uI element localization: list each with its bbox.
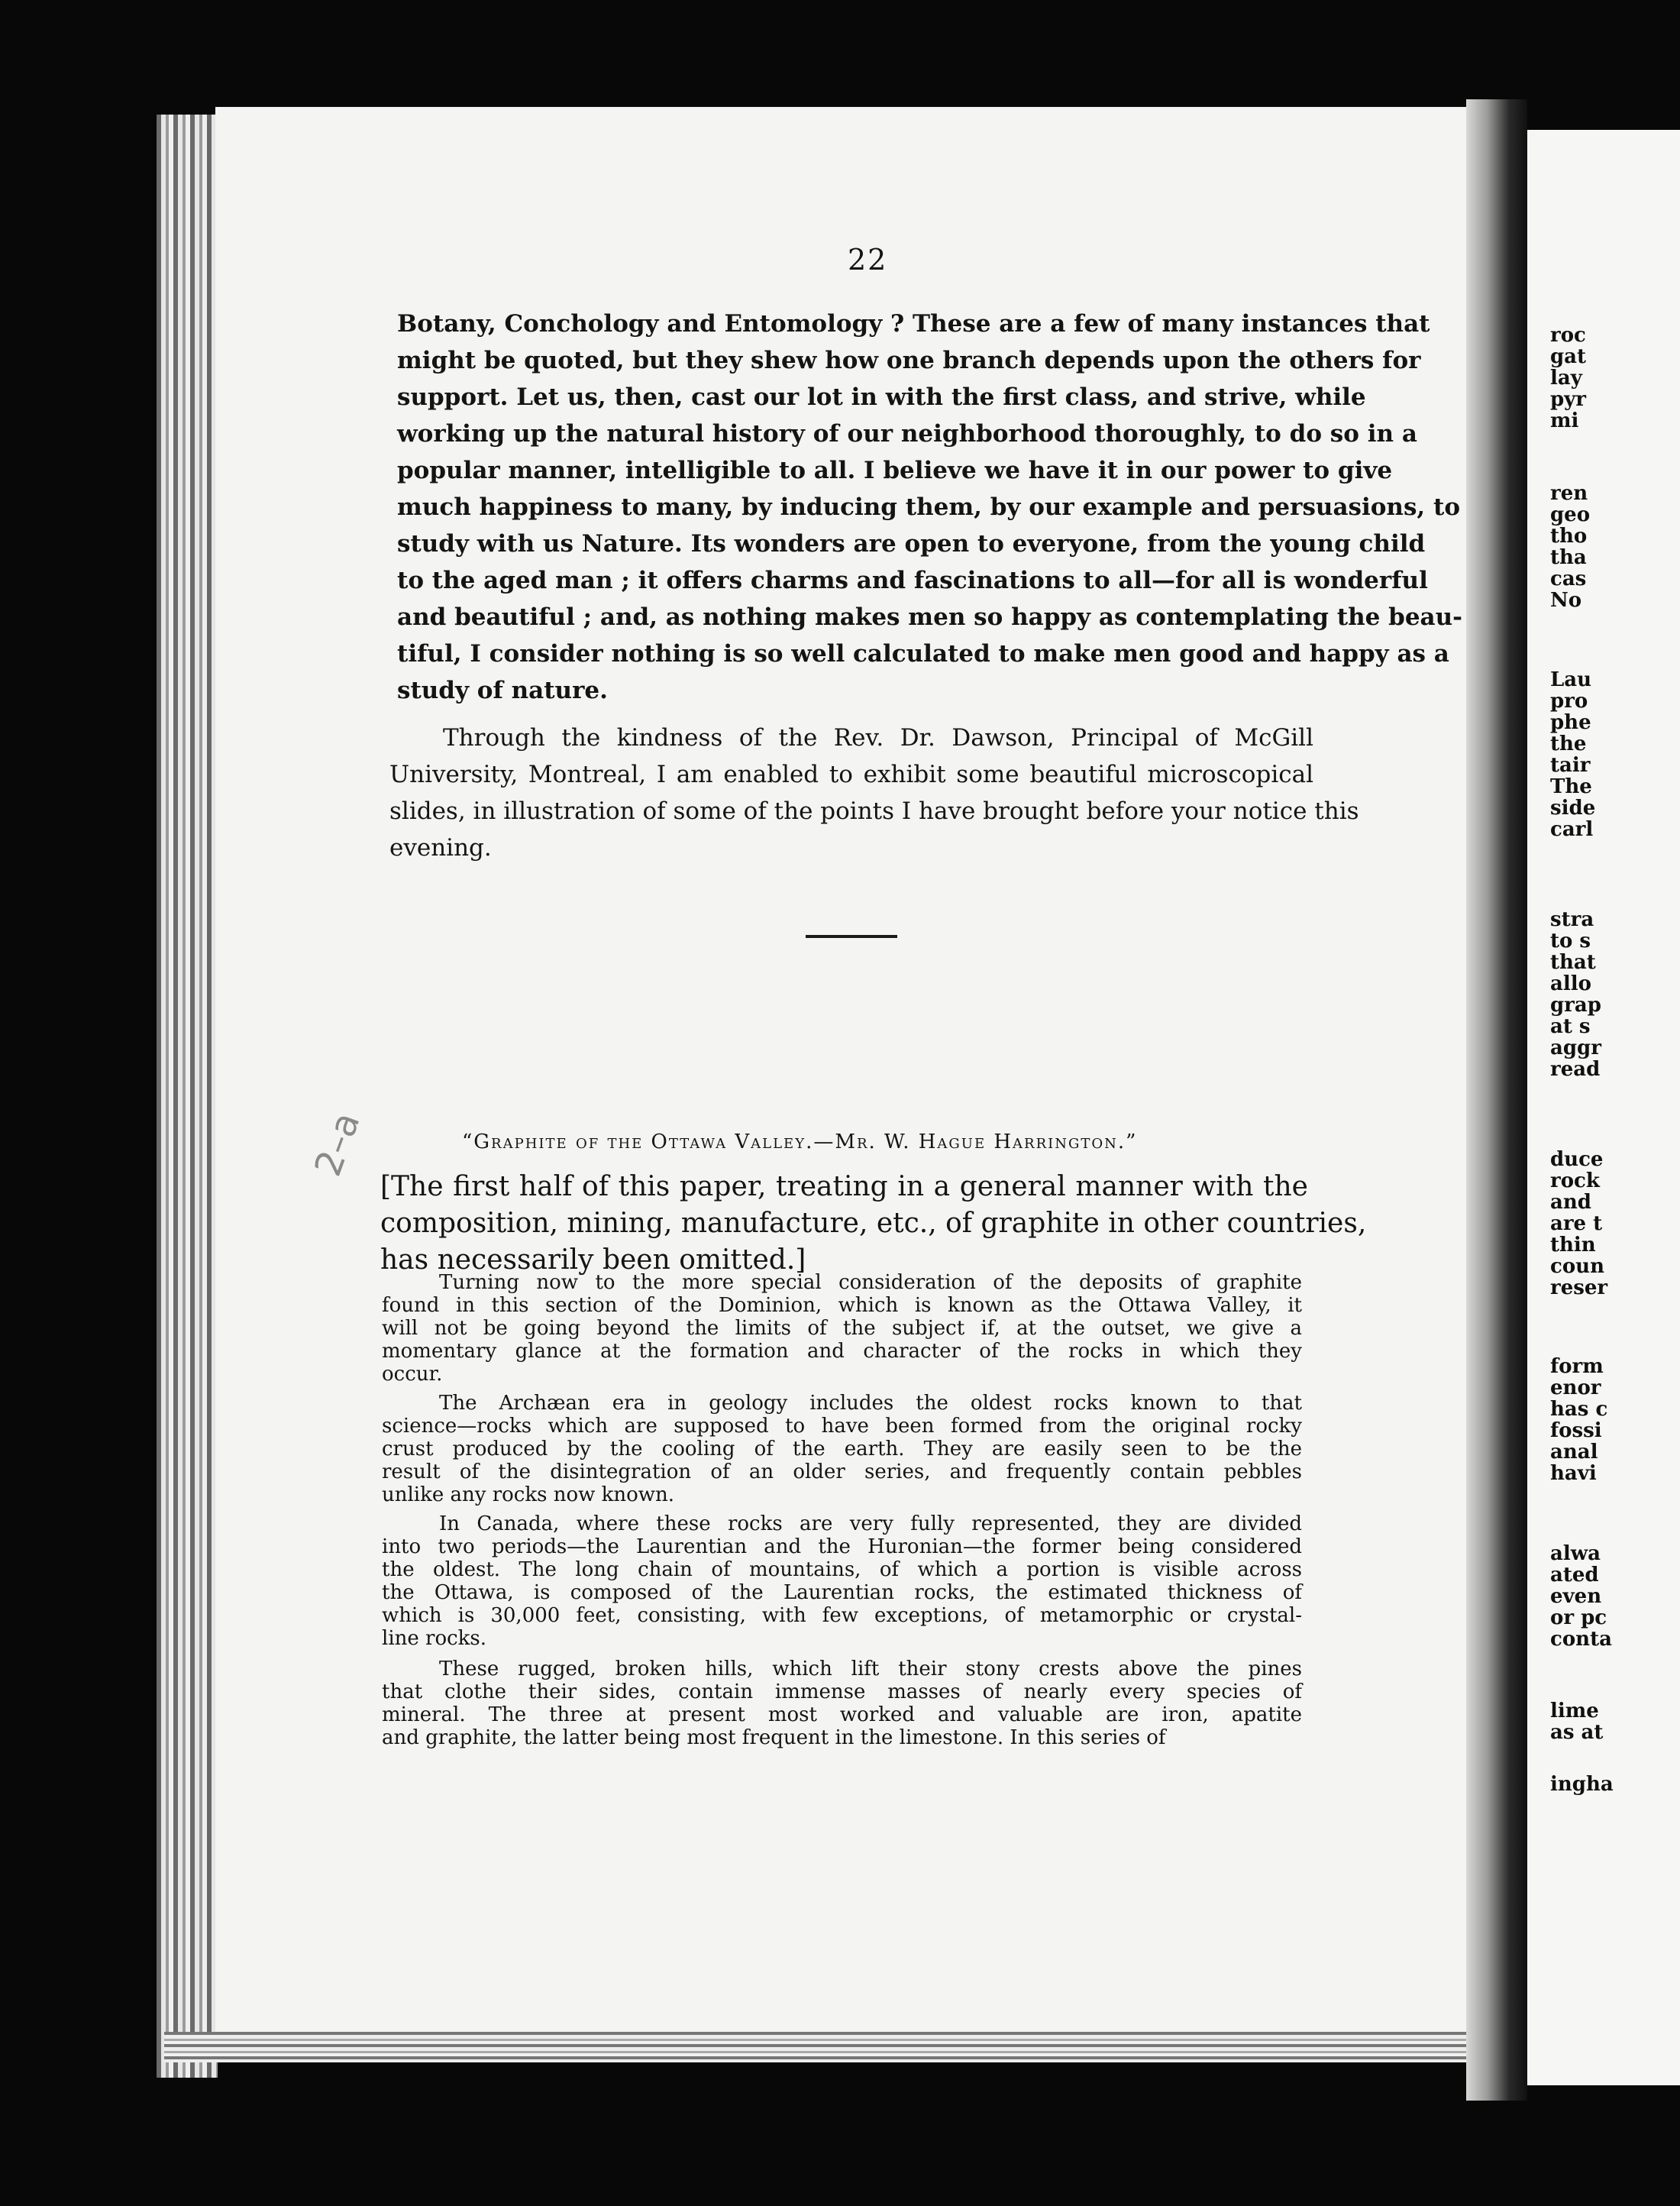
text-line: that clothe their sides, contain immense masses of nearly every species of (382, 1680, 1302, 1703)
facing-page-fragments-2 (1550, 483, 1680, 611)
text-line: momentary glance at the formation and character of the rocks in which they (382, 1340, 1302, 1363)
fragment: stra (1550, 909, 1594, 931)
pencil-annotation: 2–a (306, 1106, 369, 1182)
text-line: has necessarily been omitted.] (380, 1244, 806, 1276)
fragment: coun (1550, 1255, 1604, 1278)
text-line: result of the disintegration of an older series, and frequently contain pebbles (382, 1460, 1302, 1483)
fragment: reser (1550, 1276, 1608, 1299)
fragment: geo (1550, 503, 1591, 526)
text-line: the Ottawa, is composed of the Laurentian rocks, the estimated thickness of (382, 1581, 1302, 1604)
text-line: composition, mining, manufacture, etc., of graphite in other countries, (380, 1208, 1367, 1239)
text-line: found in this section of the Dominion, which is known as the Ottawa Valley, it (382, 1294, 1302, 1317)
facing-page-fragments-3 (1550, 669, 1680, 840)
text-line: occur. (382, 1363, 443, 1386)
book-page-edges (157, 115, 218, 2078)
text-line: and beautiful ; and, as nothing makes men so happy as contemplating the beau- (397, 603, 1463, 631)
fragment: has c (1550, 1398, 1608, 1421)
facing-page-fragments-4 (1550, 909, 1680, 1080)
fragment: read (1550, 1058, 1601, 1080)
section-divider (806, 935, 897, 938)
text-line: Through the kindness of the Rev. Dr. Dawson, Principal of McGill (443, 724, 1313, 752)
text-line: [The first half of this paper, treating in a general manner with the (380, 1171, 1308, 1202)
text-line: much happiness to many, by inducing them, by our example and persuasions, to (397, 493, 1461, 521)
fragment: side (1550, 797, 1596, 820)
text-line: Botany, Conchology and Entomology ? These are a few of many instances that (397, 310, 1430, 338)
text-line: the oldest. The long chain of mountains, of which a portion is visible across (382, 1558, 1302, 1581)
fragment: to s (1550, 930, 1591, 953)
text-line: crust produced by the cooling of the earth. They are easily seen to be the (382, 1438, 1302, 1460)
fragment: phe (1550, 711, 1591, 734)
fragment: tair (1550, 754, 1591, 777)
fragment: No (1550, 589, 1582, 611)
fragment: Lau (1550, 669, 1592, 691)
text-line: University, Montreal, I am enabled to exhibit some beautiful microscopical (389, 761, 1313, 788)
text-line: might be quoted, but they shew how one branch depends upon the others for (397, 347, 1421, 374)
text-line: unlike any rocks now known. (382, 1483, 675, 1506)
fragment: mi (1550, 409, 1579, 432)
fragment: at s (1550, 1015, 1591, 1038)
text-line: evening. (389, 834, 492, 862)
fragment: thin (1550, 1234, 1596, 1257)
fragment: grap (1550, 994, 1601, 1017)
facing-page-fragments-6 (1550, 1356, 1680, 1484)
text-line: into two periods—the Laurentian and the Huronian—the former being considered (382, 1535, 1302, 1558)
fragment: form (1550, 1356, 1604, 1378)
facing-page-fragments-7 (1550, 1543, 1680, 1650)
fragment: ingha (1550, 1774, 1614, 1795)
fragment: or pc (1550, 1606, 1607, 1629)
fragment: as at (1550, 1721, 1604, 1743)
facing-page-fragments-1 (1550, 325, 1680, 432)
fragment: anal (1550, 1441, 1598, 1464)
fragment: havi (1550, 1462, 1597, 1484)
fragment: allo (1550, 972, 1591, 995)
fragment: enor (1550, 1376, 1601, 1399)
fragment: that (1550, 951, 1596, 974)
section-title: “Graphite of the Ottawa Valley.—Mr. W. Hague Harrington.” (462, 1130, 1138, 1153)
text-line: will not be going beyond the limits of the subject if, at the outset, we give a (382, 1317, 1302, 1340)
fragment: carl (1550, 818, 1594, 840)
fragment: pro (1550, 690, 1588, 713)
text-line: popular manner, intelligible to all. I believe we have it in our power to give (397, 457, 1393, 484)
text-line: tiful, I consider nothing is so well calculated to make men good and happy as a (397, 640, 1449, 668)
text-line: slides, in illustration of some of the points I have brought before your notice this (389, 797, 1359, 825)
fragment: ren (1550, 483, 1588, 505)
fragment: even (1550, 1585, 1602, 1608)
page-number: 22 (848, 243, 888, 277)
text-line: working up the natural history of our neighborhood thoroughly, to do so in a (397, 420, 1417, 448)
fragment: roc (1550, 325, 1586, 347)
text-line: In Canada, where these rocks are very fully represented, they are divided (439, 1512, 1302, 1535)
fragment: the (1550, 733, 1587, 755)
facing-page-fragments-9 (1550, 1774, 1680, 1795)
fragment: cas (1550, 568, 1587, 590)
fragment: ated (1550, 1564, 1599, 1587)
fragment: gat (1550, 345, 1587, 368)
text-line: The Archæan era in geology includes the oldest rocks known to that (439, 1392, 1302, 1415)
fragment: fossi (1550, 1419, 1602, 1442)
fragment: lay (1550, 367, 1582, 390)
fragment: aggr (1550, 1037, 1601, 1059)
facing-page-fragments-5 (1550, 1149, 1680, 1299)
text-line: support. Let us, then, cast our lot in with the first class, and strive, while (397, 383, 1366, 411)
text-line: Turning now to the more special consideration of the deposits of graphite (439, 1271, 1302, 1294)
fragment: rock (1550, 1169, 1600, 1192)
text-line: line rocks. (382, 1627, 487, 1650)
fragment: tho (1550, 525, 1588, 548)
fragment: pyr (1550, 388, 1586, 411)
facing-page-fragments-8 (1550, 1700, 1680, 1743)
book-bottom-edges (164, 2032, 1478, 2062)
fragment: alwa (1550, 1543, 1601, 1565)
text-line: study of nature. (397, 677, 608, 704)
text-line: These rugged, broken hills, which lift their stony crests above the pines (439, 1658, 1302, 1680)
fragment: The (1550, 775, 1592, 798)
fragment: conta (1550, 1628, 1612, 1650)
fragment: are t (1550, 1212, 1603, 1235)
text-line: science—rocks which are supposed to have been formed from the original rocky (382, 1415, 1302, 1438)
fragment: duce (1550, 1149, 1604, 1171)
fragment: lime (1550, 1700, 1599, 1722)
text-line: and graphite, the latter being most frequent in the limestone. In this series of (382, 1726, 1166, 1749)
text-line: which is 30,000 feet, consisting, with few exceptions, of metamorphic or crystal- (382, 1604, 1302, 1627)
text-line: study with us Nature. Its wonders are open to everyone, from the young child (397, 530, 1426, 558)
fragment: tha (1550, 546, 1587, 569)
text-line: to the aged man ; it offers charms and fascinations to all—for all is wonderful (397, 567, 1428, 594)
book-gutter (1466, 99, 1527, 2101)
fragment: and (1550, 1191, 1591, 1214)
text-line: mineral. The three at present most worked and valuable are iron, apatite (382, 1703, 1302, 1726)
